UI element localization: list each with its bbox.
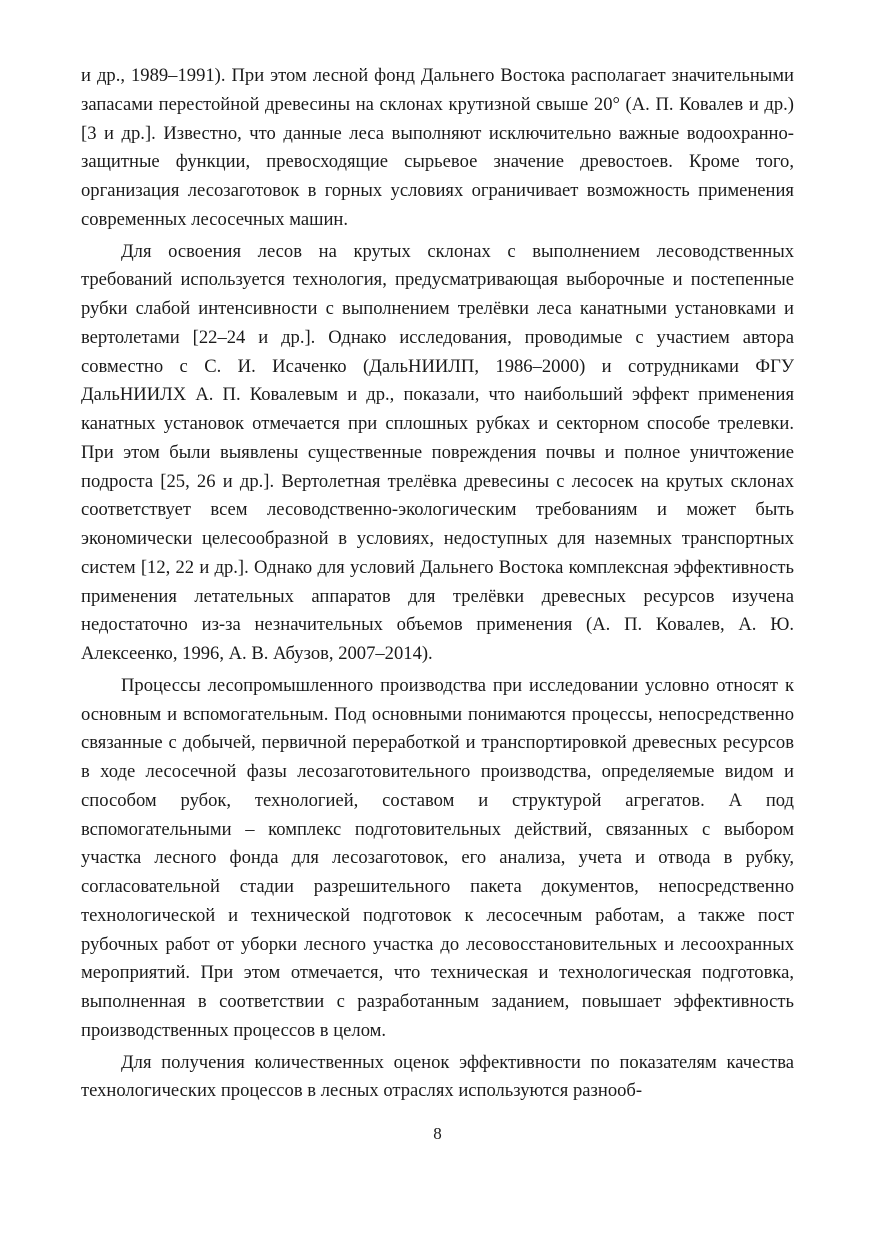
page-number: 8 [433, 1124, 442, 1143]
body-text [81, 62, 794, 1109]
paragraph-4: Для получения количественных оценок эффективности по показателям качества технологических процессов в лесных отраслях используются разнооб- [81, 1051, 794, 1102]
paragraph-3: Процессы лесопромышленного производства при исследовании условно относят к основным и вспомогательным. Под основными понимаются процессы, непосредственно связанные с добычей, первичной переработкой и транспортировкой древесных ресурсов в ходе лесосечной фазы лесозаготовительного производства, определяемые видом и способом рубок, технологией, составом и структурой агрегатов. А под вспомогательными – комплекс подготовительных действий, связанных с выбором участка лесного фонда для лесозаготовок, его анализа, учета и отвода в рубку, согласовательной стадии разрешительного пакета документов, непосредственно технологической и технической подготовок к лесосечным работам, а также пост рубочных работ от уборки лесного участка до лесовосстановительных и лесоохранных мероприятий. При этом отмечается, что техническая и технологическая подготовка, выполненная в соответствии с разработанным заданием, повышает эффективность производственных процессов в целом. [81, 674, 794, 1041]
paragraph-1: и др., 1989–1991). При этом лесной фонд Дальнего Востока располагает значительными запасами перестойной древесины на склонах крутизной свыше 20° (А. П. Ковалев и др.) [3 и др.]. Известно, что данные леса выполняют исключительно важные водоохранно-защитные функции, превосходящие сырьевое значение древостоев. Кроме того, организация лесозаготовок в горных условиях ограничивает возможность применения современных лесосечных машин. [81, 65, 794, 230]
paragraph-2: Для освоения лесов на крутых склонах с выполнением лесоводственных требований используется технология, предусматривающая выборочные и постепенные рубки слабой интенсивности с выполнением трелёвки леса канатными установками и вертолетами [22–24 и др.]. Однако исследования, проводимые с участием автора совместно с С. И. Исаченко (ДальНИИЛП, 1986–2000) и сотрудниками ФГУ ДальНИИЛХ А. П. Ковалевым и др., показали, что наибольший эффект применения канатных установок отмечается при сплошных рубках и секторном способе трелевки. При этом были выявлены существенные повреждения почвы и полное уничтожение подроста [25, 26 и др.]. Вертолетная трелёвка древесины с лесосек на крутых склонах соответствует всем лесоводственно-экологическим требованиям и может быть экономически целесообразной в условиях, недоступных для наземных транспортных систем [12, 22 и др.]. Однако для условий Дальнего Востока комплексная эффективность применения летательных аппаратов для трелёвки древесных ресурсов изучена недостаточно из-за незначительных объемов применения (А. П. Ковалев, А. Ю. Алексеенко, 1996, А. В. Абузов, 2007–2014). [81, 240, 794, 664]
